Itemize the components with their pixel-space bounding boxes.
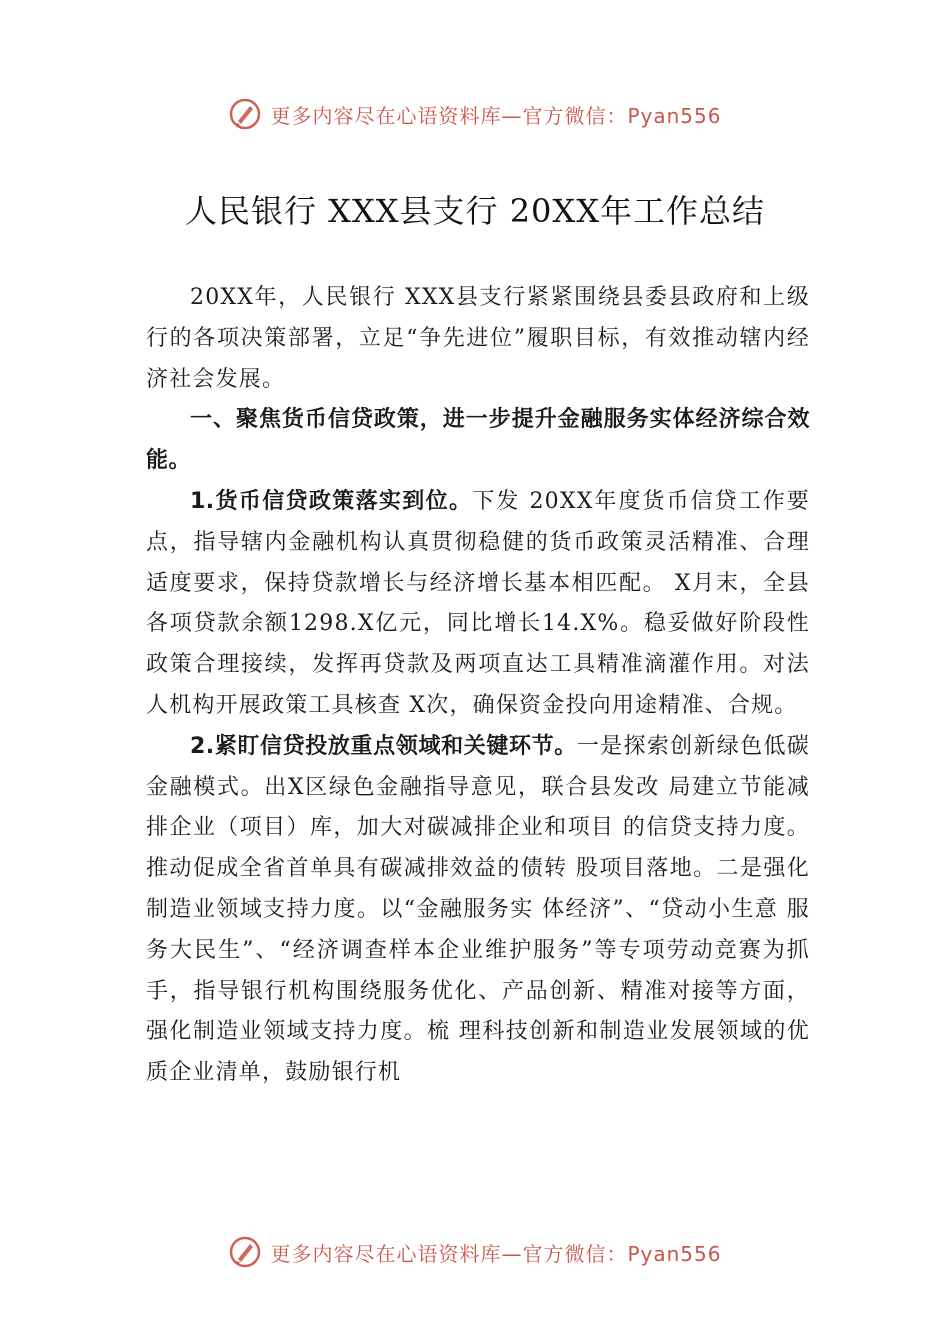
brush-seal-icon bbox=[228, 97, 262, 131]
item-1-lead: 1.货币信贷政策落实到位。 bbox=[190, 488, 473, 514]
page-title: 人民银行 XXX县支行 20XX年工作总结 bbox=[185, 192, 765, 230]
item-2-body: 一是探索创新绿色低碳金融模式。出X区绿色金融指导意见，联合县发改 局建立节能减排企业（项目）库，加大对碳减排企业和项目 的信贷支持力度。推动促成全省首单具有碳减排效益的债转 股项目落地。二是强化制造业领域支持力度。以“金融服务实 体经济”、“贷动小生意 服务大民生”、“经济调查样本企业维护服务”等专项劳动竞赛为抓手，指导银行机构围绕服务优化、产品创新、精准对接等方面，强化制造业领域支持力度。梳 理科技创新和制造业发展领域的优质企业清单，鼓励银行机 bbox=[146, 733, 810, 1086]
watermark-footer bbox=[0, 1232, 950, 1272]
watermark-text: 更多内容尽在心语资料库—官方微信：Pyan556 bbox=[270, 103, 722, 128]
watermark-header bbox=[0, 94, 950, 134]
item-2-lead: 2.紧盯信贷投放重点领域和关键环节。 bbox=[190, 733, 577, 759]
watermark-text: 更多内容尽在心语资料库—官方微信：Pyan556 bbox=[270, 1241, 722, 1266]
item-1-body: 下发 20XX年度货币信贷工作要点，指导辖内金融机构认真贯彻稳健的货币政策灵活精准、合理适度要求，保持贷款增长与经济增长基本相匹配。 X月末，全县各项贷款余额1298.X亿元，同比增长14.X%。稳妥做好阶段性政策合理接续，发挥再贷款及两项直达工具精准滴灌作用。对法人机构开展政策工具核查 X次，确保资金投向用途精准、合规。 bbox=[146, 488, 810, 718]
brush-seal-icon bbox=[228, 1235, 262, 1269]
item-2-paragraph bbox=[146, 727, 810, 1094]
intro-paragraph: 20XX年，人民银行 XXX县支行紧紧围绕县委县政府和上级行的各项决策部署，立足“争先进位”履职目标，有效推动辖内经济社会发展。 bbox=[146, 285, 810, 392]
item-1-paragraph bbox=[146, 482, 810, 727]
document-body bbox=[146, 278, 810, 1094]
section-heading: 一、聚焦货币信贷政策，进一步提升金融服务实体经济综合效能。 bbox=[146, 407, 810, 474]
